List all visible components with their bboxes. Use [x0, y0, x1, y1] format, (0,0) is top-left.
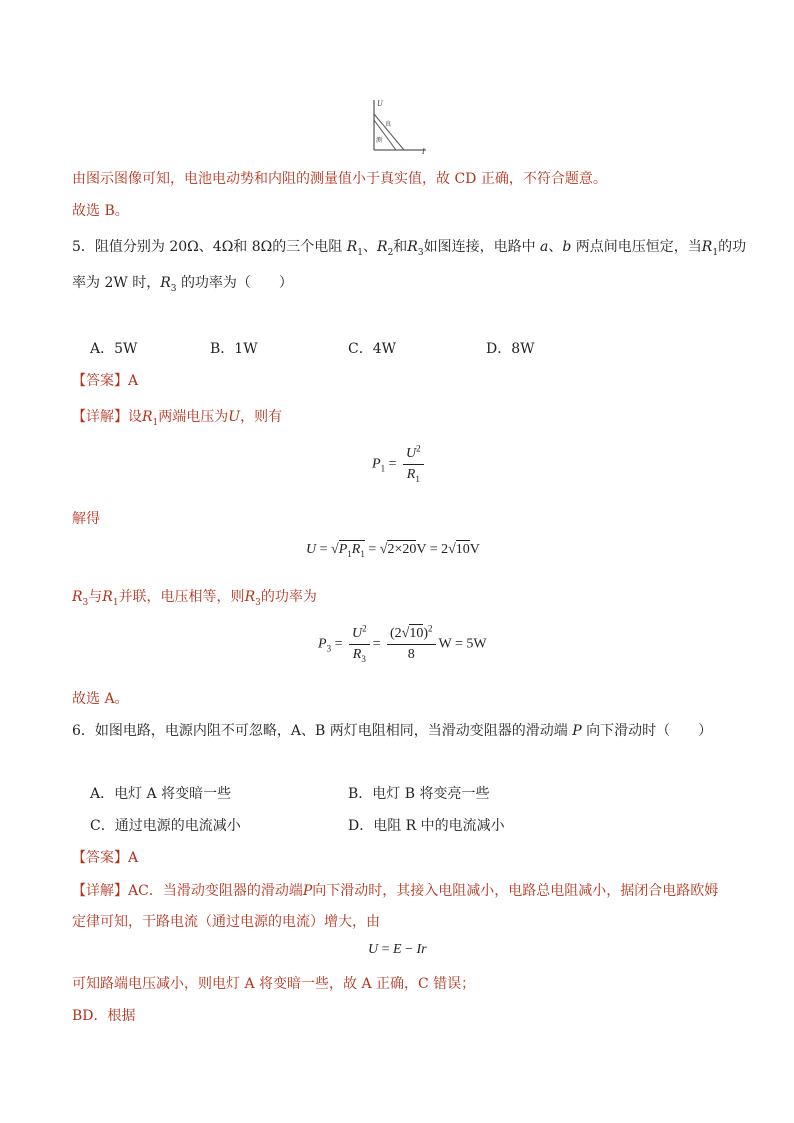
q6-detail-line2: 定律可知，干路电流（通过电源的电流）增大，由 [72, 914, 380, 930]
q6-answer [72, 847, 138, 867]
q5-parallel-text: $R_3$与$R_1$并联，电压相等，则$R_3$的功率为 [72, 589, 317, 608]
q6-detail-line3: 可知路端电压减小，则电灯 A 将变暗一些，故 A 正确，C 错误； [72, 976, 476, 992]
q6-answer-value: A [128, 850, 139, 866]
q6-answer-tag: 【答案】 [72, 850, 128, 866]
q5-solve-label: 解得 [72, 511, 100, 527]
q5-select: 故选 A。 [72, 691, 129, 707]
q5-number: 5． [72, 239, 95, 255]
q6-stem-a: 如图电路，电源内阻不可忽略，A、B 两灯电阻相同，当滑动变阻器的滑动端 [94, 723, 568, 739]
q5-equation-power-r3: $P_3$ = $\frac{U^2}{R_3}$ = $\frac{(2√10)^2}{8}$ W = 5W [318, 623, 487, 664]
q4-conclusion: 由图示图像可知，电池电动势和内阻的测量值小于真实值，故 CD 正确，不符合题意。 [72, 171, 607, 187]
q6-stem-b: 向下滑动时（ ） [586, 723, 713, 739]
graph-x-label: I [422, 148, 425, 156]
q5-parallel-b: 并联，电压相等，则 [118, 589, 245, 605]
q5-stem-line2: 率为 2W 时，$R_3$ 的功率为（ ） [72, 275, 293, 294]
q6-option-d: D．电阻 R 中的电流减小 [348, 818, 505, 834]
q5-stem-line2-b: 的功率为（ ） [180, 275, 293, 291]
q5-option-d: D．8W [486, 341, 535, 357]
q5-detail-a: 设 [128, 409, 142, 425]
q5-detail-b: 两端电压为 [158, 409, 229, 425]
q5-stem-c: 两点间电压恒定，当 [575, 239, 702, 255]
q5-option-a: A．5W [90, 341, 138, 357]
graph-y-label: U [377, 100, 383, 108]
q6-detail-b: 向下滑动时，其接入电阻减小，电路总电阻减小，据闭合电路欧姆 [312, 883, 719, 899]
q5-detail-tag: 【详解】 [72, 409, 128, 425]
q6-number: 6． [72, 723, 95, 739]
q5-stem-a: 阻值分别为 20Ω、4Ω和 8Ω的三个电阻 [94, 239, 343, 255]
q5-detail: 【详解】设$R_1$两端电压为U，则有 [72, 409, 283, 428]
q6-option-b: B．电灯 B 将变亮一些 [348, 786, 490, 802]
q5-parallel-c: 的功率为 [260, 589, 317, 605]
q6-detail-line4: BD．根据 [72, 1008, 136, 1024]
q5-stem-line2-a: 率为 2W 时， [72, 275, 161, 291]
q5-answer [72, 370, 138, 390]
q6-detail-line1: 【详解】AC．当滑动变阻器的滑动端P向下滑动时，其接入电阻减小，电路总电阻减小，据闭合电路欧姆 [72, 883, 719, 899]
q6-option-a: A．电灯 A 将变暗一些 [90, 786, 232, 802]
q5-option-b: B．1W [210, 341, 258, 357]
q6-detail-a: AC．当滑动变阻器的滑动端 [128, 883, 303, 899]
graph-measured-label: 测 [376, 137, 383, 144]
q5-equation-power-r1: $P_1$ = $\frac{U^2}{R_1}$ [372, 446, 427, 483]
q6-detail-tag: 【详解】 [72, 883, 128, 899]
q4-select: 故选 B。 [72, 203, 129, 219]
q5-stem-d: 的功 [718, 239, 747, 255]
q5-equation-voltage: $U = √P_1R_1 = √2\times 20V = 2√10V$ [306, 542, 480, 559]
q5-option-c: C．4W [348, 341, 397, 357]
graph-true-label: 真 [385, 121, 392, 128]
q5-stem-line1: 5．阻值分别为 20Ω、4Ω和 8Ω的三个电阻 $R_1$、$R_2$和$R_3$如图连接，电路中 a、b 两点间电压恒定，当$R_1$的功 [72, 239, 747, 258]
q5-answer-value: A [128, 373, 139, 389]
q5-stem-b: 如图连接，电路中 [423, 239, 536, 255]
q6-equation: U = E − Ir [368, 942, 427, 957]
q6-option-c: C．通过电源的电流减小 [90, 818, 241, 834]
u-i-graph [362, 96, 432, 156]
q6-stem: 6．如图电路，电源内阻不可忽略，A、B 两灯电阻相同，当滑动变阻器的滑动端 P 向下滑动时（ ） [72, 723, 713, 739]
q5-parallel-a: 与 [88, 589, 103, 605]
q5-detail-c: ，则有 [240, 409, 283, 425]
q5-answer-tag: 【答案】 [72, 373, 128, 389]
